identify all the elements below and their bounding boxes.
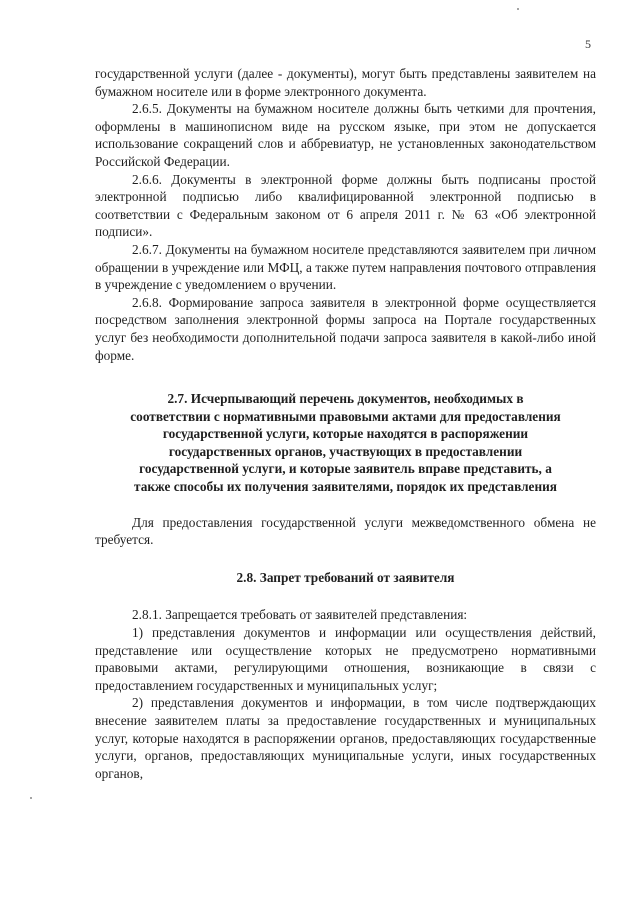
paragraph-continuation: государственной услуги (далее - документы), могут быть представлены заявителем на бумажном носителе или в форме электронного документа. — [95, 66, 596, 99]
scan-speck — [30, 797, 32, 799]
heading-line: государственной услуги, которые находятся в распоряжении — [162, 426, 529, 442]
heading-line: государственной услуги, и которые заявитель вправе представить, а — [139, 461, 552, 477]
paragraph-2-6-6: 2.6.6. Документы в электронной форме должны быть подписаны простой электронной подписью либо квалифицированной электронной подписью в соответствии с Федеральным законом от 6 апреля 2011 г. № 63 «Об электронной подписи». — [95, 171, 596, 240]
heading-line: государственных органов, участвующих в предоставлении — [168, 443, 523, 459]
paragraph-2-6-8: 2.6.8. Формирование запроса заявителя в электронной форме осуществляется посредством заполнения электронной формы запроса на Портале государственных услуг без необходимости дополнительной подачи запроса заявителя в какой-либо иной форме. — [95, 294, 596, 363]
heading-line: также способы их получения заявителями, порядок их представления — [134, 479, 557, 495]
list-item-2: 2) представления документов и информации, в том числе подтверждающих внесение заявителем платы за предоставление государственных и муниципальных услуг, которые находятся в распоряжении органов, предоставляющих государственные услуги, органов, предоставляющих муниципальные услуги, иных государственных органов, — [95, 695, 596, 781]
paragraph-2-6-7: 2.6.7. Документы на бумажном носителе представляются заявителем при личном обращении в учреждение или МФЦ, а также путем направления почтового отправления в учреждение с уведомлением о вручении. — [95, 241, 596, 293]
section-2-7-heading — [95, 390, 596, 496]
document-body — [95, 65, 596, 782]
section-2-8-heading: 2.8. Запрет требований от заявителя — [236, 569, 455, 585]
list-item-1: 1) представления документов и информации или осуществления действий, представление или осуществление которых не предусмотрено нормативными правовыми актами, регулирующими отношения, возникающие в связи с предоставлением государственных и муниципальных услуг; — [95, 625, 596, 693]
scan-speck — [517, 8, 519, 10]
paragraph-2-6-5: 2.6.5. Документы на бумажном носителе должны быть четкими для прочтения, оформлены в машинописном виде на русском языке, при этом не допускается использование сокращений слов и аббревиатур, не установленных законодательством Российской Федерации. — [95, 101, 596, 169]
heading-line: соответствии с нормативными правовыми актами для предоставления — [130, 408, 561, 424]
paragraph-2-8-1: 2.8.1. Запрещается требовать от заявителей представления: — [132, 607, 468, 623]
page-number: 5 — [585, 37, 591, 51]
section-2-7-text: Для предоставления государственной услуги межведомственного обмена не требуется. — [95, 514, 596, 548]
heading-line: 2.7. Исчерпывающий перечень документов, необходимых в — [167, 391, 524, 407]
